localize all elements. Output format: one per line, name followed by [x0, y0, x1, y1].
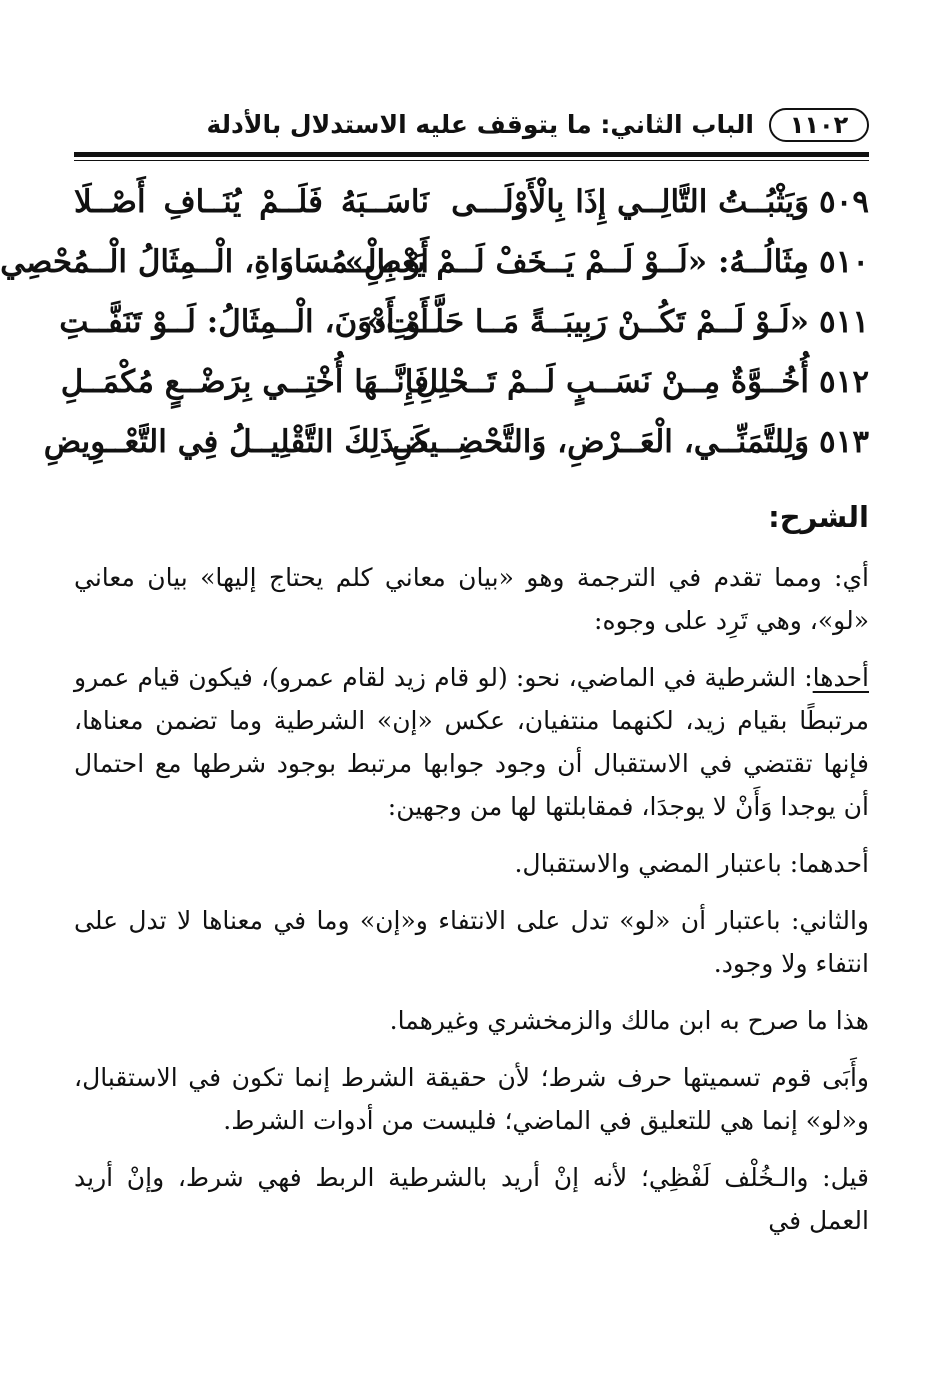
commentary-heading: الشرح:	[768, 500, 869, 534]
verse-first-hemistich: ٥١٣وَلِلتَّمَنِّــي، الْعَــرْضِ، وَالتَّحْضِــيضِ	[391, 424, 869, 460]
verse-second-hemistich: نَاسَــبَهُ فَلَــمْ يُنَــافِ أَصْــلَا	[74, 184, 429, 220]
running-title: الباب الثاني: ما يتوقف عليه الاستدلال بالأدلة	[206, 110, 754, 139]
underlined-lead: أحدها	[812, 663, 869, 692]
paragraph: هذا ما صرح به ابن مالك والزمخشري وغيرهما.	[389, 1006, 869, 1035]
page-header	[74, 108, 869, 150]
verse-first-hemistich: ٥١٠مِثَالُــهُ: «لَــوْ لَــمْ يَــخَفْ لَــمْ يَعْصِ»	[344, 244, 869, 280]
paragraph: أي: ومما تقدم في الترجمة وهو «بيان معاني كلم يحتاج إليها» بيان معاني «لو»، وهي تَرِد على وجوه:	[74, 563, 869, 635]
verse-509	[74, 172, 869, 232]
header-rule-thin	[74, 160, 869, 161]
paragraph: قيل: والـخُلْف لَفْظِي؛ لأنه إنْ أريد بالشرطية الربط فهي شرط، وإنْ أريد العمل في	[74, 1163, 869, 1235]
verse-512	[60, 352, 869, 412]
verse-number: ٥٠٩	[819, 184, 869, 220]
page-number: ١١٠٢	[769, 108, 869, 142]
verse-first-hemistich: ٥١٢أُخُــوَّةٌ مِــنْ نَسَــبٍ لَــمْ تَــحْلِلِ	[415, 364, 869, 400]
verse-second-hemistich: كَــذَلِكَ التَّقْلِيــلُ فِي التَّعْــوِيضِ	[43, 424, 429, 460]
verse-second-hemistich: أَوْ أَدْوَنَ، الْــمِثَالُ: لَــوْ تَنَفَّــتِ	[59, 304, 429, 340]
verse-second-hemistich: أَوْ بِالْــمُسَاوَاةِ، الْــمِثَالُ الْــمُحْصِي	[0, 244, 429, 280]
paragraph: والثاني: باعتبار أن «لو» تدل على الانتفاء و«إن» وما في معناها لا تدل على انتفاء ولا وجود.	[74, 906, 869, 978]
verse-510	[0, 232, 869, 292]
verse-number: ٥١٠	[819, 244, 869, 280]
verse-number: ٥١٢	[819, 364, 869, 400]
paragraph: أحدهما: باعتبار المضي والاستقبال.	[514, 849, 869, 878]
paragraph: وأَبَى قوم تسميتها حرف شرط؛ لأن حقيقة الشرط إنما تكون في الاستقبال، و«لو» إنما هي للتعليق في الماضي؛ فليست من أدوات الشرط.	[74, 1063, 869, 1135]
verse-second-hemistich: فَإِنَّــهَا أُخْتِــي بِرَضْــعٍ مُكْمَــلِ	[60, 364, 429, 400]
commentary-body	[74, 556, 869, 1256]
verse-block	[0, 172, 869, 472]
paragraph: أحدها: الشرطية في الماضي، نحو: (لو قام زيد لقام عمرو)، فيكون قيام عمرو مرتبطًا بقيام زيد، لكنهما منتفيان، عكس «إن» الشرطية وما تضمن معناها، فإنها تقتضي في الاستقبال أن وجود جوابها مرتبط بوجود شرطها مع احتمال أن يوجدا وَأَنْ لا يوجدَا، فمقابلتها لها من وجهين:	[74, 663, 869, 821]
header-rule-thick	[74, 152, 869, 157]
verse-number: ٥١١	[819, 304, 869, 340]
verse-number: ٥١٣	[819, 424, 869, 460]
verse-511	[59, 292, 869, 352]
verse-first-hemistich: ٥١١«لَـوْ لَــمْ تَكُــنْ رَبِيبَــةً مَــا حَلَّــتِ»	[366, 304, 869, 340]
verse-first-hemistich: ٥٠٩وَيَثْبُــتُ التَّالِــي إِذَا بِالْأَوْلَـــى	[451, 184, 869, 220]
verse-513	[43, 412, 869, 472]
